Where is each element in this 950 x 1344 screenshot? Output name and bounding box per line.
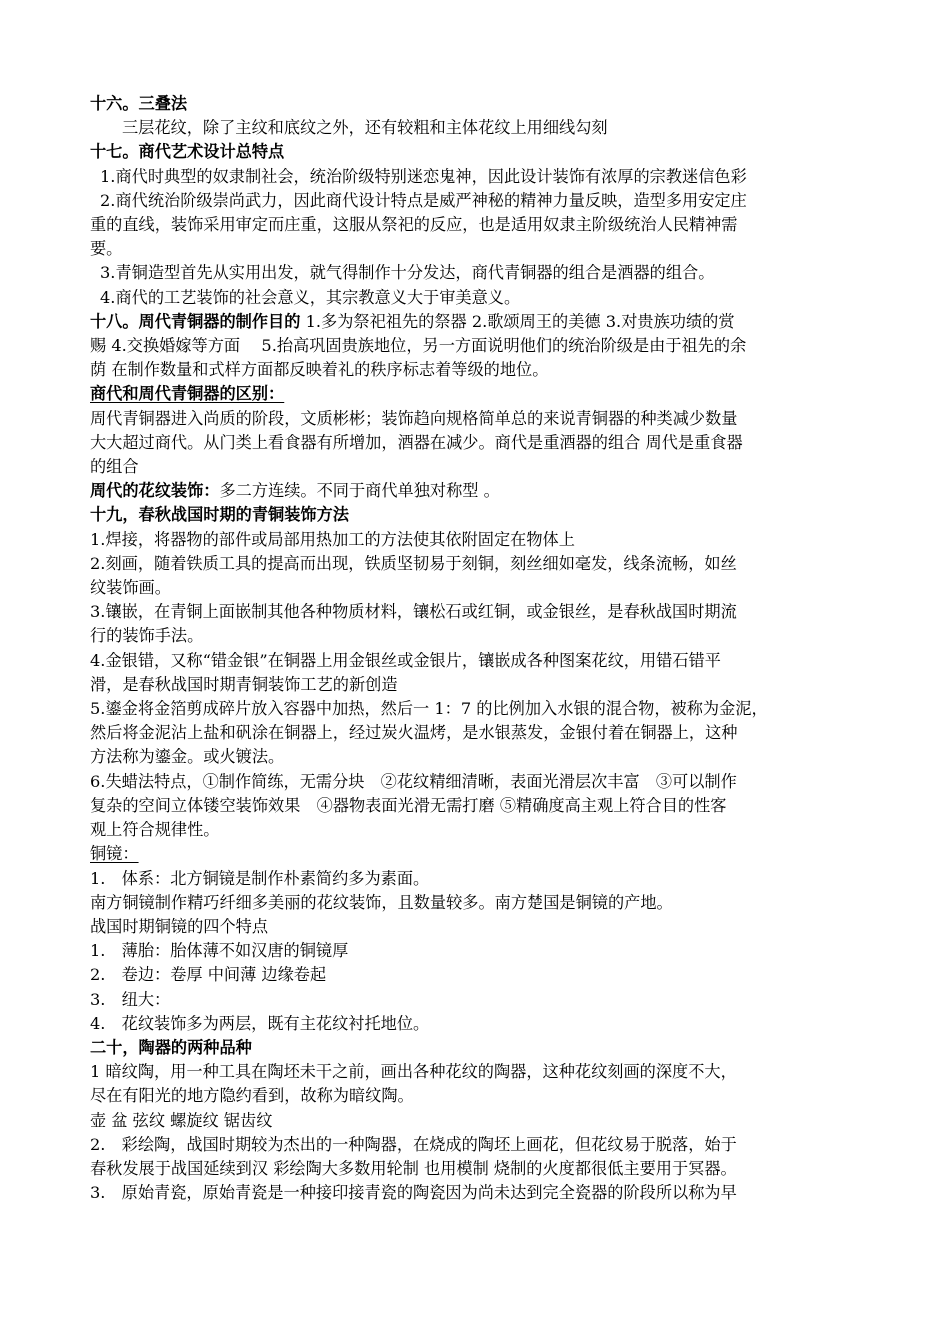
paragraph-line: 行的装饰手法。 [90,626,204,646]
paragraph-line: 南方铜镜制作精巧纤细多美丽的花纹装饰，且数量较多。南方楚国是铜镜的产地。 [90,892,673,912]
list-item: 5.鎏金将金箔剪成碎片放入容器中加热，然后一 1：7 的比例加入水银的混合物，被称为金泥， [90,699,768,719]
document-page [90,92,865,1205]
paragraph-line: 观上符合规律性。 [90,820,220,840]
subheading-shang-zhou-difference: 商代和周代青铜器的区别： [90,384,285,404]
paragraph-line: 重的直线，装饰采用审定而庄重，这服从祭祀的反应，也是适用奴隶主阶级统治人民精神需 [90,215,738,235]
subheading-bronze-mirror: 铜镜： [90,844,139,864]
list-item: 3.青铜造型首先从实用出发，就气得制作十分发达，商代青铜器的组合是酒器的组合。 [100,263,715,283]
section-heading-18: 十八。周代青铜器的制作目的 [90,311,301,331]
list-item: 1. 体系：北方铜镜是制作朴素简约多为素面。 [90,868,430,888]
list-item: 3. 纽大： [90,989,171,1009]
list-item: 4. 花纹装饰多为两层，既有主花纹衬托地位。 [90,1013,430,1033]
section-heading-17: 十七。商代艺术设计总特点 [90,142,285,162]
paragraph-line: 大大超过商代。从门类上看食器有所增加，酒器在减少。商代是重酒器的组合 周代是重食器 [90,432,743,452]
paragraph-line [90,479,865,503]
inline-text: 1.多为祭祀祖先的祭器 2.歌颂周王的美德 3.对贵族功绩的赏 [300,311,735,331]
list-item: 3. 原始青瓷，原始青瓷是一种接印接青瓷的陶瓷因为尚未达到完全瓷器的阶段所以称为早 [90,1183,737,1203]
list-item: 4.金银错，又称“错金银”在铜器上用金银丝或金银片，镶嵌成各种图案花纹，用错石错平 [90,650,721,670]
paragraph-line [90,310,865,334]
paragraph-line: 方法称为鎏金。或火镀法。 [90,747,285,767]
paragraph-line: 春秋发展于战国延续到汉 彩绘陶大多数用轮制 也用模制 烧制的火度都很低主要用于冥器。 [90,1158,737,1178]
list-item: 6.失蜡法特点，①制作简练，无需分块 ②花纹精细清晰，表面光滑层次丰富 ③可以制作 [90,771,737,791]
paragraph-line: 复杂的空间立体镂空装饰效果 ④器物表面光滑无需打磨 ⑤精确度高主观上符合目的性客 [90,795,727,815]
list-item: 3.镶嵌，在青铜上面嵌制其他各种物质材料，镶松石或红铜，或金银丝，是春秋战国时期流 [90,602,737,622]
subheading-zhou-pattern: 周代的花纹装饰： [90,481,220,501]
paragraph-line: 荫 在制作数量和式样方面都反映着礼的秩序标志着等级的地位。 [90,360,549,380]
paragraph-line: 周代青铜器进入尚质的阶段，文质彬彬；装饰趋向规格简单总的来说青铜器的种类减少数量 [90,408,738,428]
inline-text: 多二方连续。不同于商代单独对称型 。 [219,481,500,501]
list-item: 4.商代的工艺装饰的社会意义，其宗教意义大于审美意义。 [100,287,521,307]
list-item: 1.商代时典型的奴隶制社会，统治阶级特别迷恋鬼神，因此设计装饰有浓厚的宗教迷信色彩 [100,166,747,186]
list-item: 2. 彩绘陶，战国时期较为杰出的一种陶器，在烧成的陶坯上画花，但花纹易于脱落，始于 [90,1134,737,1154]
list-item: 2.商代统治阶级崇尚武力，因此商代设计特点是威严神秘的精神力量反映，造型多用安定庄 [100,190,747,210]
list-item: 2. 卷边：卷厚 中间薄 边缘卷起 [90,965,327,985]
paragraph-line: 然后将金泥沾上盐和矾涂在铜器上，经过炭火温烤，是水银蒸发，金银付着在铜器上，这种 [90,723,738,743]
section-heading-16: 十六。三叠法 [90,94,188,113]
paragraph-line: 战国时期铜镜的四个特点 [90,916,269,936]
list-item: 1.焊接，将器物的部件或局部用热加工的方法使其依附固定在物体上 [90,529,575,549]
paragraph-line: 赐 4.交换婚嫁等方面 5.抬高巩固贵族地位，另一方面说明他们的统治阶级是由于祖先的余 [90,336,747,356]
paragraph-line: 纹装饰画。 [90,578,171,598]
paragraph-line: 壶 盆 弦纹 螺旋纹 锯齿纹 [90,1110,273,1130]
paragraph-line: 三层花纹，除了主纹和底纹之外，还有较粗和主体花纹上用细线勾刻 [122,118,608,138]
list-item: 2.刻画，随着铁质工具的提高而出现，铁质坚韧易于刻铜，刻丝细如毫发，线条流畅，如丝 [90,553,737,573]
paragraph-line: 要。 [90,239,123,259]
paragraph-line: 的组合 [90,457,139,477]
list-item: 1. 薄胎：胎体薄不如汉唐的铜镜厚 [90,941,349,961]
paragraph-line: 滑，是春秋战国时期青铜装饰工艺的新创造 [90,674,398,694]
list-item: 1 暗纹陶，用一种工具在陶坯未干之前，画出各种花纹的陶器，这种花纹刻画的深度不大， [90,1062,737,1082]
paragraph-line: 尽在有阳光的地方隐约看到，故称为暗纹陶。 [90,1086,414,1106]
section-heading-20: 二十，陶器的两种品种 [90,1037,252,1057]
section-heading-19: 十九，春秋战国时期的青铜装饰方法 [90,505,349,525]
